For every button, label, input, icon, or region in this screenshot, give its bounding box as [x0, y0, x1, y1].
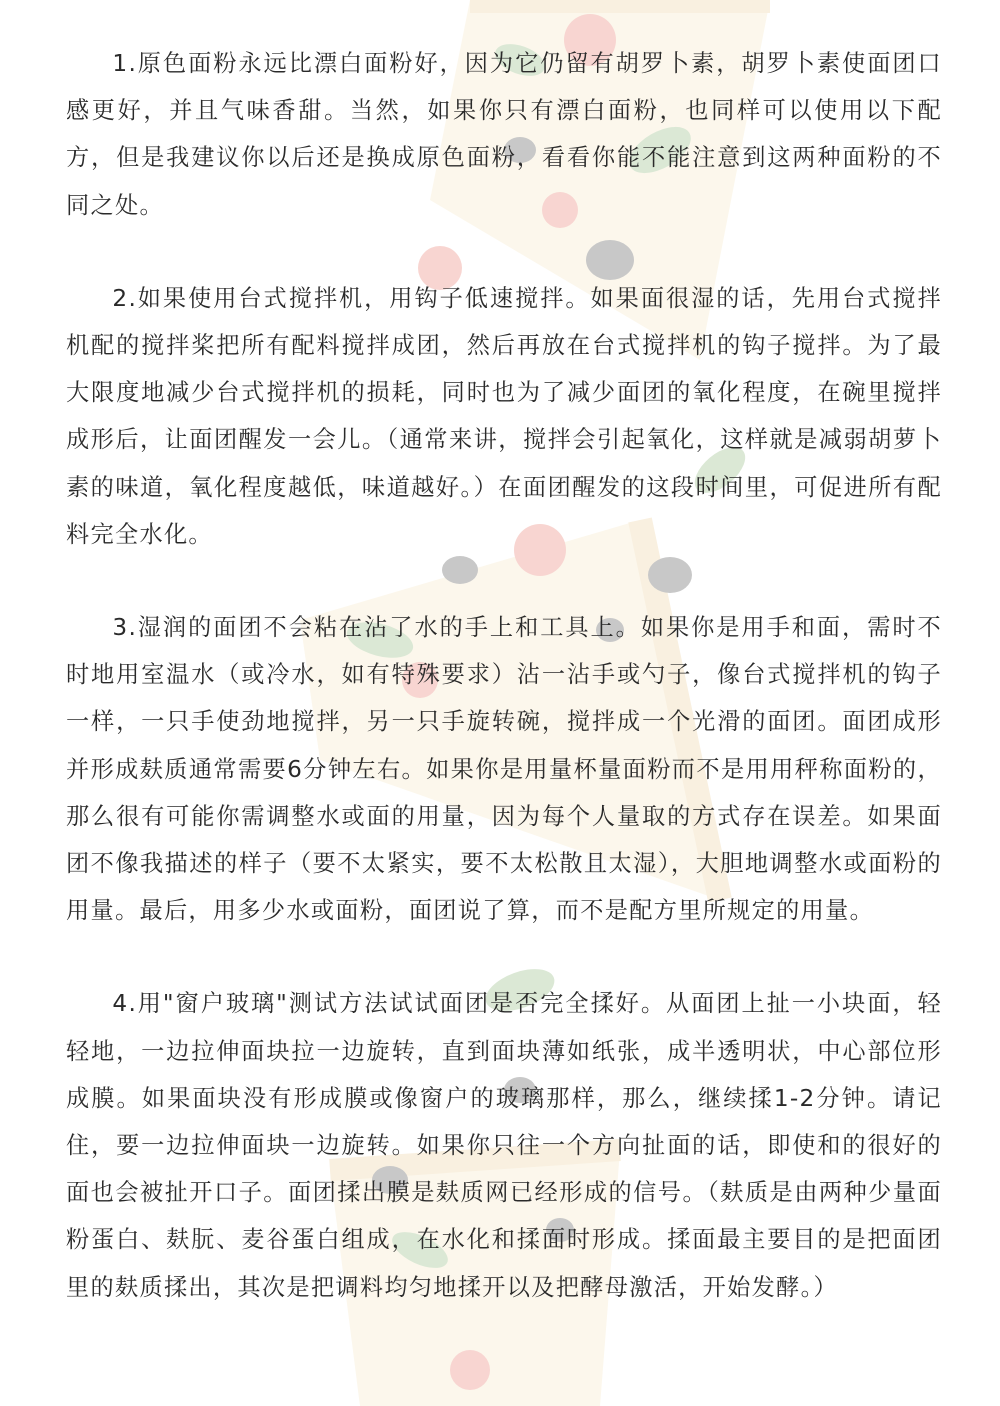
article-body	[66, 40, 942, 1357]
paragraph-2-stand-mixer: 2.如果使用台式搅拌机，用钩子低速搅拌。如果面很湿的话，先用台式搅拌机配的搅拌桨把所有配料搅拌成团，然后再放在台式搅拌机的钩子搅拌。为了最大限度地减少台式搅拌机的损耗，同时也为了减少面团的氧化程度，在碗里搅拌成形后，让面团醒发一会儿。（通常来讲，搅拌会引起氧化，这样就是减弱胡萝卜素的味道，氧化程度越低，味道越好。）在面团醒发的这段时间里，可促进所有配料完全水化。	[66, 284, 942, 548]
paragraph-4-windowpane-test: 4.用"窗户玻璃"测试方法试试面团是否完全揉好。从面团上扯一小块面，轻轻地，一边拉伸面块拉一边旋转，直到面块薄如纸张，成半透明状，中心部位形成膜。如果面块没有形成膜或像窗户的玻璃那样，那么，继续揉1-2分钟。请记住，要一边拉伸面块一边旋转。如果你只往一个方向扯面的话，即使和的很好的面也会被扯开口子。面团揉出膜是麸质网已经形成的信号。（麸质是由两种少量面粉蛋白、麸朊、麦谷蛋白组成，在水化和揉面时形成。揉面最主要目的是把面团里的麸质揉出，其次是把调料均匀地揉开以及把酵母激活，开始发酵。）	[66, 990, 942, 1301]
paragraph-1-unbleached-flour: 1.原色面粉永远比漂白面粉好，因为它仍留有胡罗卜素，胡罗卜素使面团口感更好，并且气味香甜。当然，如果你只有漂白面粉，也同样可以使用以下配方，但是我建议你以后还是换成原色面粉，看看你能不能注意到这两种面粉的不同之处。	[66, 50, 942, 219]
paragraph-3-hand-mixing: 3.湿润的面团不会粘在沾了水的手上和工具上。如果你是用手和面，需时不时地用室温水（或冷水，如有特殊要求）沾一沾手或勺子，像台式搅拌机的钩子一样，一只手使劲地搅拌，另一只手旋转碗，搅拌成一个光滑的面团。面团成形并形成麸质通常需要6分钟左右。如果你是用量杯量面粉而不是用用秤称面粉的，那么很有可能你需调整水或面的用量，因为每个人量取的方式存在误差。如果面团不像我描述的样子（要不太紧实，要不太松散且太湿），大胆地调整水或面粉的用量。最后，用多少水或面粉，面团说了算，而不是配方里所规定的用量。	[66, 614, 942, 925]
